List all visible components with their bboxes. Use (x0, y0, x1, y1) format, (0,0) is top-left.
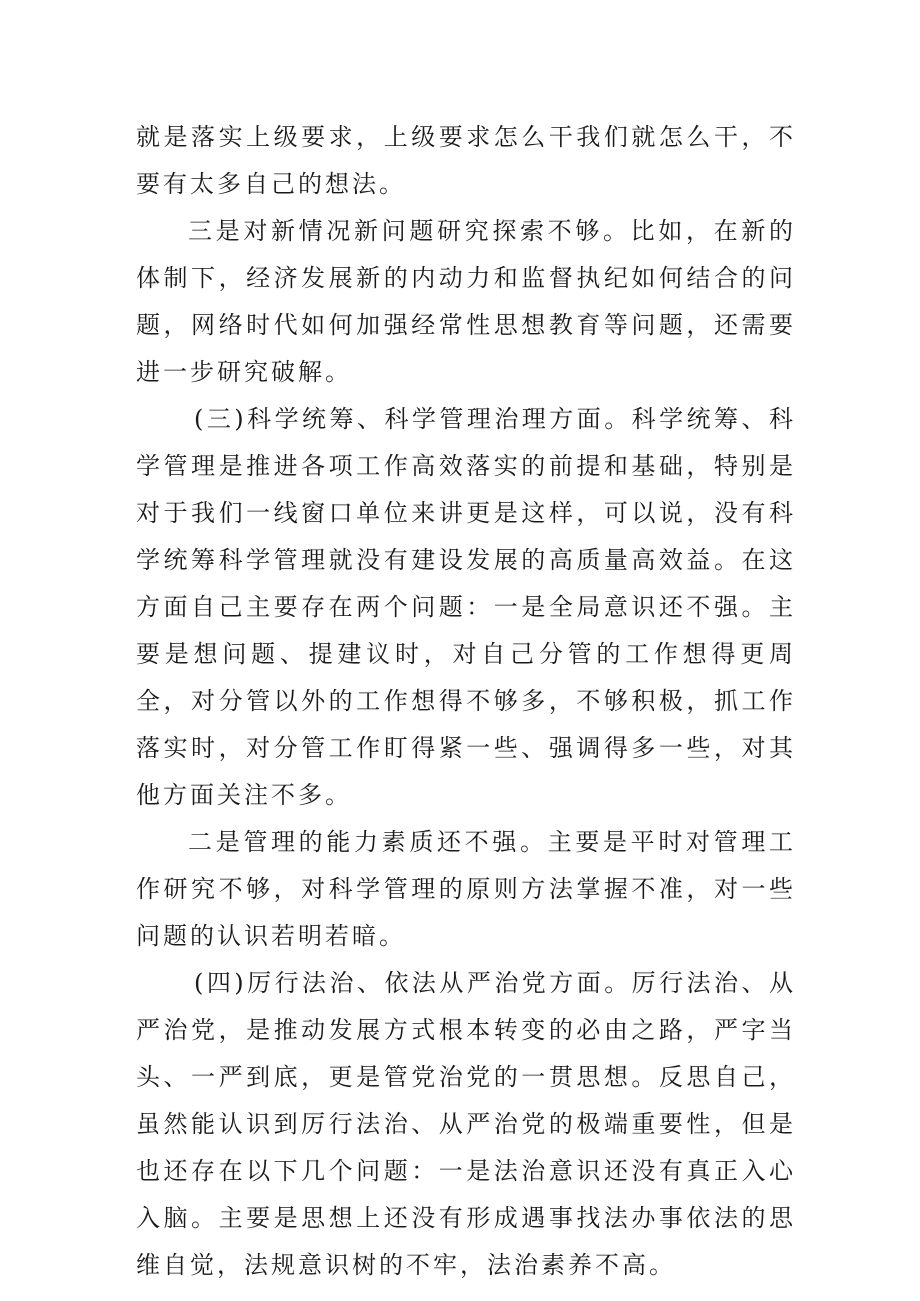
paragraph-continuation: 就是落实上级要求，上级要求怎么干我们就怎么干，不要有太多自己的想法。 (136, 123, 796, 198)
paragraph-point-three: 三是对新情况新问题研究探索不够。比如，在新的体制下，经济发展新的内动力和监督执纪如何结合的问题，网络时代如何加强经常性思想教育等问题，还需要进一步研究破解。 (136, 217, 796, 386)
paragraph-point-two: 二是管理的能力素质还不强。主要是平时对管理工作研究不够，对科学管理的原则方法掌握不准，对一些问题的认识若明若暗。 (136, 828, 796, 950)
document-body (136, 114, 796, 1289)
paragraph-section-four: (四)厉行法治、依法从严治党方面。厉行法治、从严治党，是推动发展方式根本转变的必由之路，严字当头、一严到底，更是管党治党的一贯思想。反思自己，虽然能认识到厉行法治、从严治党的极端重要性，但是也还存在以下几个问题：一是法治意识还没有真正入心入脑。主要是思想上还没有形成遇事找法办事依法的思维自觉，法规意识树的不牢，法治素养不高。 (136, 969, 796, 1279)
paragraph-section-three: (三)科学统筹、科学管理治理方面。科学统筹、科学管理是推进各项工作高效落实的前提和基础，特别是对于我们一线窗口单位来讲更是这样，可以说，没有科学统筹科学管理就没有建设发展的高质量高效益。在这方面自己主要存在两个问题：一是全局意识还不强。主要是想问题、提建议时，对自己分管的工作想得更周全，对分管以外的工作想得不够多，不够积极，抓工作落实时，对分管工作盯得紧一些、强调得多一些，对其他方面关注不多。 (136, 405, 796, 809)
